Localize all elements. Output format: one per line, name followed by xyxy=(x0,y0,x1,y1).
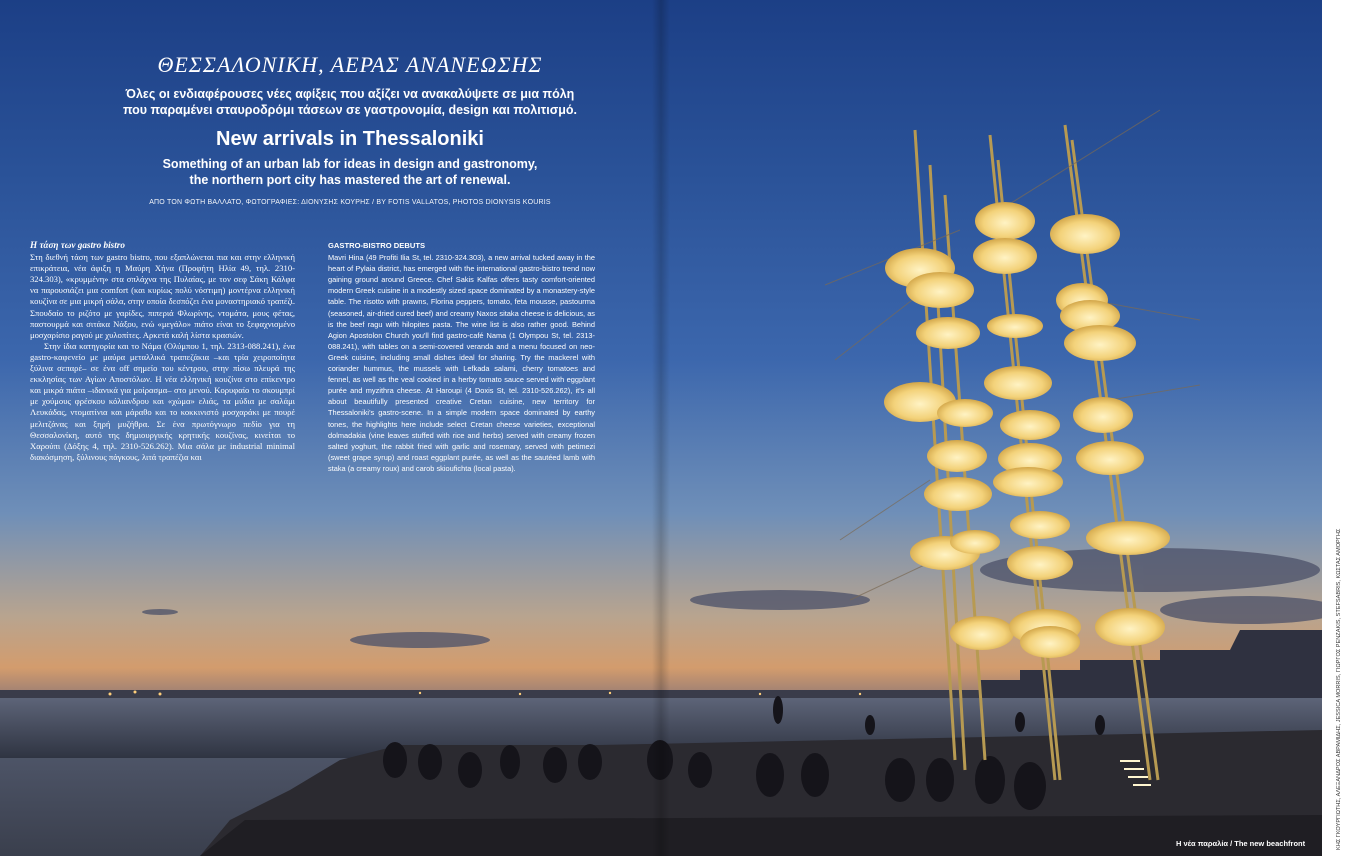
photo-caption: Η νέα παραλία / The new beachfront xyxy=(1176,839,1306,848)
paragraph: Στη διεθνή τάση των gastro bistro, που εξαπλώνεται πια και στην ελληνική επικράτεια, νέα άφιξη η Μαύρη Χήνα (Προφήτη Ηλία 49, τηλ. 2310-324.303), «κρυμμένη» στα σπλάχνα της Πυλαίας, με τον σεφ Σάκη Κάλφα να παρουσιάζει μια comfort (και κυρίως πολύ νόστιμη) μοντέρνα ελληνική κουζίνα σε μια μικρή σάλα, στην οποία δεσπόζει ένα μοναστηριακό τραπέζι. Σπουδαίο το ριζότο με γαρίδες, πιπεριά Φλωρίνης, ντομάτα, μους φέτας, παστουρμά και σιτάκα Νάξου, ενώ «μεγάλο» πιάτο είναι το ξεφαχνισμένο μοσχαρίσιο ραγού με χυλοπίτες. Αρκετά καλή λίστα κρασιών. xyxy=(30,252,295,340)
photo-credits-vertical: ΚΗΣ ΓΚΟΥΡΓΙΩΤΗΣ, ΑΛΕΞΑΝΔΡΟΣ ΑΒΡΑΜΙΔΗΣ, JESSICA MORRIS, ΓΙΩΡΓΟΣ PENZAKIS, STEFSABRIS, ΚΩΣΤΑΣ ΑΜΟΡΓΗΣ xyxy=(1336,528,1342,850)
title-english: New arrivals in Thessaloniki xyxy=(216,128,484,150)
title-greek: ΘΕΣΣΑΛΟΝΙΚΗ, ΑΕΡΑΣ ΑΝΑΝΕΩΣΗΣ xyxy=(157,52,543,77)
section-heading-greek: Η τάση των gastro bistro xyxy=(30,240,125,250)
paragraph: Στην ίδια κατηγορία και το Νάμα (Ολύμπου 1, τηλ. 2313-088.241), ένα gastro-καφενείο με μαύρα μεταλλικά τραπεζάκια –και τρία χειροποίητα ξύλινα σεπαρέ– σε ένα off σημείο του κέντρου, στην πίσω πλευρά της εκκλησίας των Αγίων Αποστόλων. Η νέα ελληνική κουζίνα στο επίκεντρο και μικρά πιάτα –ιδανικά για μοίρασμα– στο μενού. Κορυφαίο το σκουμπρί με χούμους φρέσκου κόλιανδρου και «χώμα» ελιάς, τα μύδια με σαλάμι Λευκάδας, ντοματίνια και μάραθο και το κοκκινιστό μοσχαράκι με πουρέ μελιτζάνας και ξηρή μυζήθρα. Σε ένα πρωτόγνωρο πεδίο για τη Θεσσαλονίκη, αυτό της δημιουργικής κρητικής κουζίνας, κινείται το Χαρούπι (Δόξης 4, τηλ. 2310-526.262). Μια σάλα με industrial minimal διακόσμηση, ξύλινους πάγκους, λιτά τραπέζια και xyxy=(30,340,295,462)
subtitle-english: Something of an urban lab for ideas in design and gastronomy, the northern port city has mastered the art of renewal. xyxy=(162,157,538,187)
subtitle-greek: Όλες οι ενδιαφέρουσες νέες αφίξεις που αξίζει να ανακαλύψετε σε μια πόλη που παραμένει σταυροδρόμι τάσεων σε γαστρονομία, design και πολιτισμό. xyxy=(122,87,578,117)
page-gutter xyxy=(652,0,670,856)
byline-credits: ΑΠΟ ΤΟΝ ΦΩΤΗ ΒΑΛΛΑΤΟ, ΦΩΤΟΓΡΑΦΙΕΣ: ΔΙΟΝΥΣΗΣ ΚΟΥΡΗΣ / BY FOTIS VALLATOS, PHOTOS DIONYSIS KOURIS xyxy=(149,199,551,206)
article-column-greek xyxy=(30,240,295,463)
article-column-english xyxy=(328,240,595,474)
paragraph: Mavri Hina (49 Profiti Ilia St, tel. 2310-324.303), a new arrival tucked away in the heart of Pylaia district, has emerged with the international gastro-bistro trend now gaining ground around Greece. Chef Sakis Kalfas offers tasty comfort-oriented modern Greek cuisine in a modestly sized space dominated by a monastery-style table. The risotto with prawns, Florina peppers, tomato, feta mousse, pastourma (seasoned, air-dried cured beef) and creamy Naxos sitaka cheese is delicious, as is the beef ragu with hilopites pasta. The wine list is also rather good. Behind Agion Apostolon Church you'll find gastro-café Nama (1 Olympou St, tel. 2313-088.241), with tables on a semi-covered veranda and a menu focused on neo-Greek cuisine, including small dishes ideal for sharing. Try the mackerel with coriander hummus, the mussels with Lefkada salami, cherry tomatoes and fennel, as well as the veal cooked in a herby tomato sauce served with eggplant purée and myzithra cheese. At Haroupi (4 Doxis St, tel. 2310-526.262), it's all about beautifully presented creative Cretan cuisine, new territory for Thessaloniki's gastro-scene. In a simple modern space dominated by earthy tones, the highlights here include select Cretan cheese varieties, exceptional dolmadakia (vine leaves stuffed with rice and herbs) served with creamy frozen salted yoghurt, the rabbit fried with garlic and rosemary, served with petimezi (sweet grape syrup) and roast eggplant purée, as well as the sautéed lamb with staka (a creamy roux) and carob skioufichta (local pasta). xyxy=(328,253,595,473)
section-heading-english: GASTRO-BISTRO DEBUTS xyxy=(328,241,426,250)
